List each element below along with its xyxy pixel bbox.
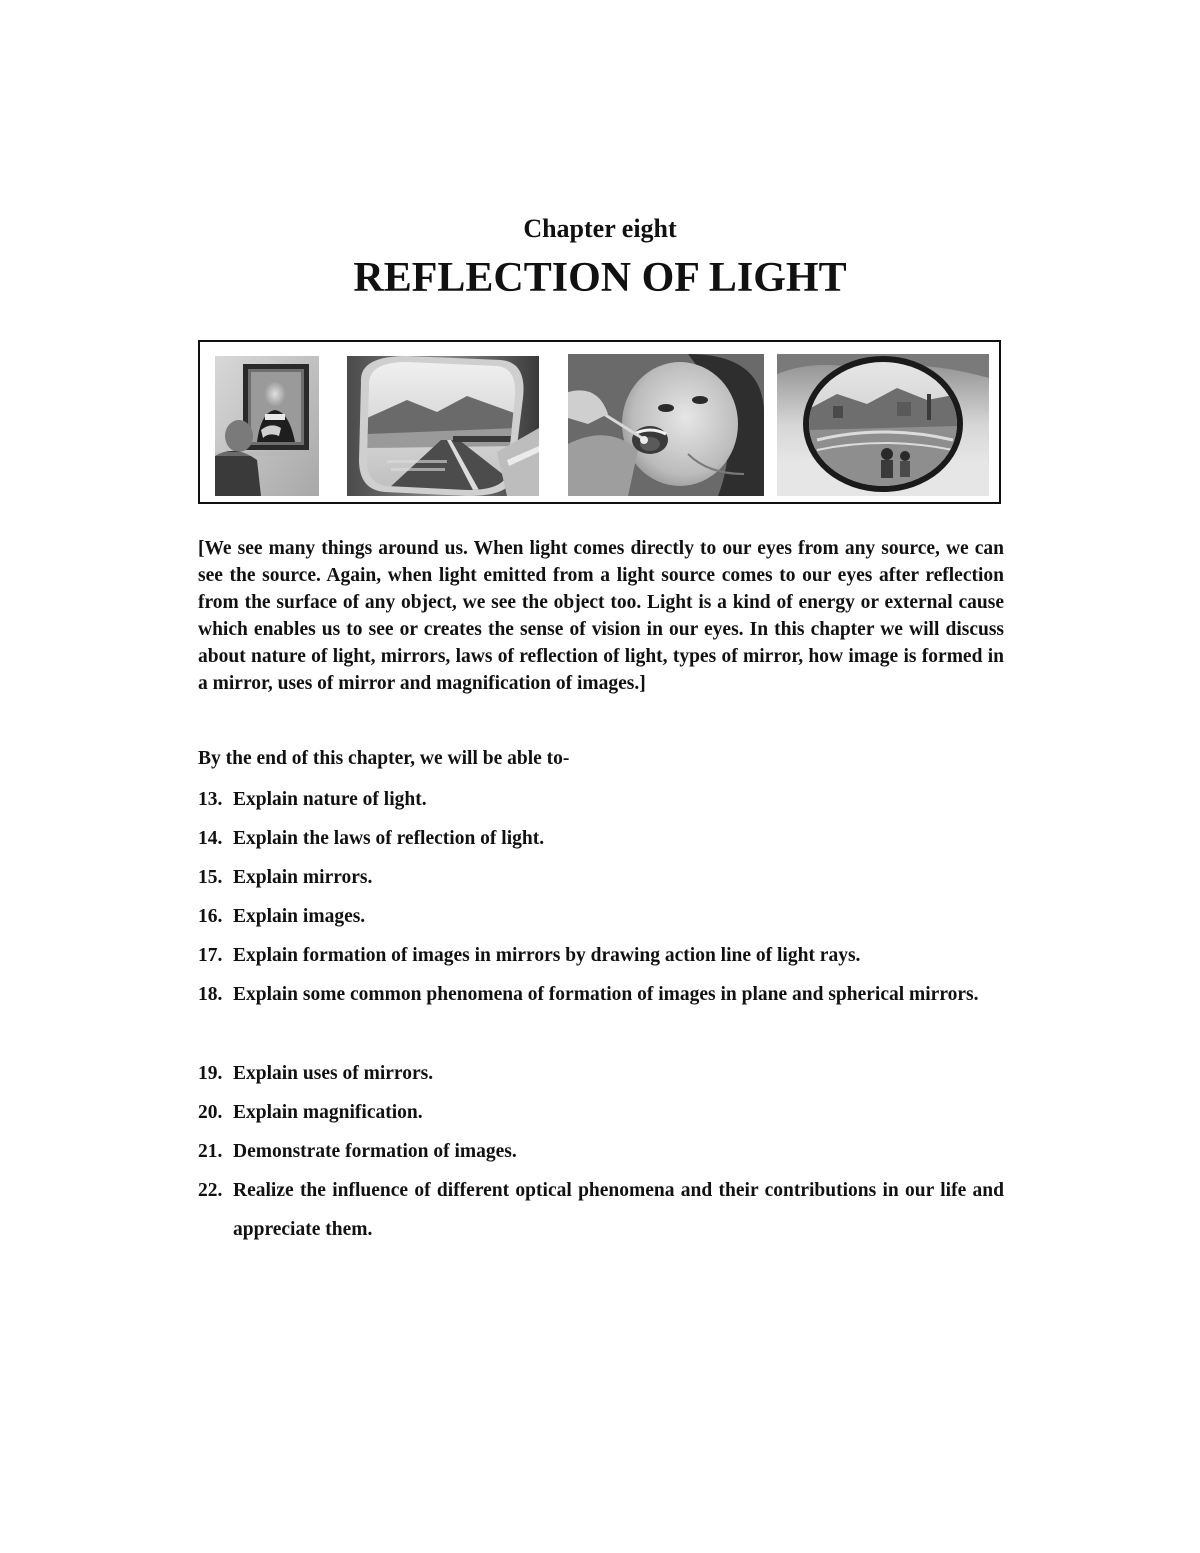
objective-text: Realize the influence of different optical phenomena and their contributions in our life and appreciate them. — [233, 1180, 1004, 1240]
objective-item — [198, 1093, 1004, 1132]
objective-number: 22. — [198, 1180, 223, 1201]
objective-item — [198, 1054, 1004, 1093]
objective-item — [198, 936, 1004, 975]
objective-text: Explain mirrors. — [233, 867, 373, 888]
objective-number: 18. — [198, 984, 223, 1005]
objective-number: 14. — [198, 828, 223, 849]
objective-item — [198, 858, 1004, 897]
chapter-label: Chapter eight — [523, 214, 677, 243]
objective-number: 16. — [198, 906, 223, 927]
objective-text: Explain magnification. — [233, 1102, 423, 1123]
plane-mirror-photo — [215, 356, 319, 496]
objective-text: Demonstrate formation of images. — [233, 1141, 517, 1162]
objective-text: Explain uses of mirrors. — [233, 1063, 434, 1084]
objective-item — [198, 819, 1004, 858]
objective-text: Explain the laws of reflection of light. — [233, 828, 545, 849]
objective-number: 17. — [198, 945, 223, 966]
side-view-mirror-photo — [347, 356, 539, 496]
photo-strip — [198, 340, 1001, 504]
objective-item — [198, 1132, 1004, 1171]
objective-item — [198, 1171, 1004, 1249]
convex-mirror-photo — [777, 354, 989, 496]
objective-text: Explain images. — [233, 906, 366, 927]
objective-text: Explain nature of light. — [233, 789, 427, 810]
objective-item — [198, 897, 1004, 936]
objective-number: 20. — [198, 1102, 223, 1123]
learning-objectives-heading: By the end of this chapter, we will be able to- — [198, 748, 570, 769]
chapter-title: REFLECTION OF LIGHT — [353, 255, 847, 301]
objective-text: Explain formation of images in mirrors by drawing action line of light rays. — [233, 945, 861, 966]
objective-number: 21. — [198, 1141, 223, 1162]
objective-number: 19. — [198, 1063, 223, 1084]
objective-number: 13. — [198, 789, 223, 810]
objective-item — [198, 780, 1004, 819]
objective-text: Explain some common phenomena of formation of images in plane and spherical mirrors. — [233, 984, 979, 1005]
chapter-introduction: [We see many things around us. When light comes directly to our eyes from any source, we can see the source. Again, when light emitted from a light source comes to our eyes after reflection from the surface of any object, we see the object too. Light is a kind of energy or external cause which enables us to see or creates the sense of vision in our eyes. In this chapter we will discuss about nature of light, mirrors, laws of reflection of light, types of mirror, how image is formed in a mirror, uses of mirror and magnification of images.] — [198, 538, 1004, 694]
objective-item — [198, 975, 1004, 1014]
objective-number: 15. — [198, 867, 223, 888]
dental-mirror-photo — [568, 354, 764, 496]
